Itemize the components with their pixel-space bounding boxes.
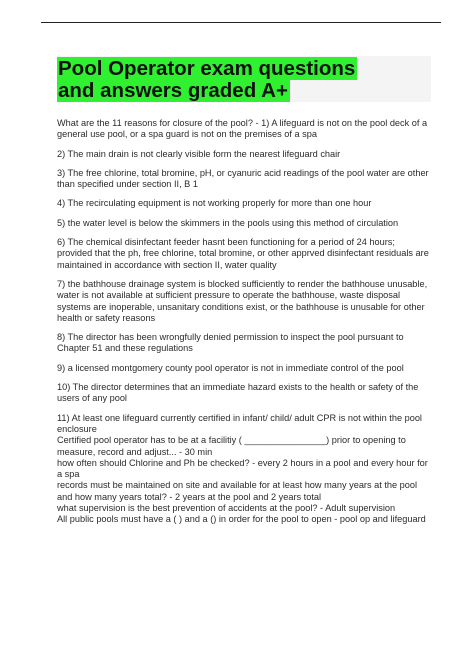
qa-line: how often should Chlorine and Ph be checked? - every 2 hours in a pool and every hour for a spa [57,457,428,480]
paragraph: 6) The chemical disinfectant feeder hasnt been functioning for a period of 24 hours; provided that the ph, free chlorine, total bromine, or other apprved disinfectant residuals are maintained in accordance with section II, water quality [57,237,429,270]
document-title [57,58,387,102]
header-rule [41,22,441,23]
paragraph: 4) The recirculating equipment is not working properly for more than one hour [57,198,372,209]
qa-line: All public pools must have a ( ) and a () in order for the pool to open - pool op and lifeguard [57,514,426,525]
final-block [57,413,431,526]
paragraph: 11) At least one lifeguard currently certified in infant/ child/ adult CPR is not within the pool enclosure [57,412,422,434]
qa-line: records must be maintained on site and available for at least how many years at the pool and how many years total? - 2 years at the pool and 2 years total [57,480,418,502]
qa-line: what supervision is the best prevention of accidents at the pool? - Adult supervision [57,503,396,514]
document-title-text: Pool Operator exam questions and answers graded A+ [58,57,356,102]
paragraph: 8) The director has been wrongfully denied permission to inspect the pool pursuant to Chapter 51 and these regulations [57,332,404,354]
paragraph: What are the 11 reasons for closure of the pool? - 1) A lifeguard is not on the pool deck of a general use pool, or a spa guard is not on the premises of a spa [57,118,428,140]
paragraph: 2) The main drain is not clearly visible form the nearest lifeguard chair [57,148,341,159]
document-body [57,118,431,526]
paragraph: 3) The free chlorine, total bromine, pH, or cyanuric acid readings of the pool water are other than specified under section II, B 1 [57,167,429,190]
paragraph: 10) The director determines that an immediate hazard exists to the health or safety of the users of any pool [57,382,419,404]
paragraph: 9) a licensed montgomery county pool operator is not in immediate control of the pool [57,362,404,373]
paragraph: 5) the water level is below the skimmers in the pools using this method of circulation [57,217,399,228]
paragraph: 7) the bathhouse drainage system is blocked sufficiently to render the bathhouse unusable, water is not available at sufficient pressure to operate the bathhouse, waste disposal systems are inoperable, unsanitary conditions exist, or the bathhouse is unusable for other health or safety reasons [57,278,428,323]
qa-line: Certified pool operator has to be at a facilitiy ( ________________) prior to opening to measure, record and adjust... - 30 min [57,435,406,457]
